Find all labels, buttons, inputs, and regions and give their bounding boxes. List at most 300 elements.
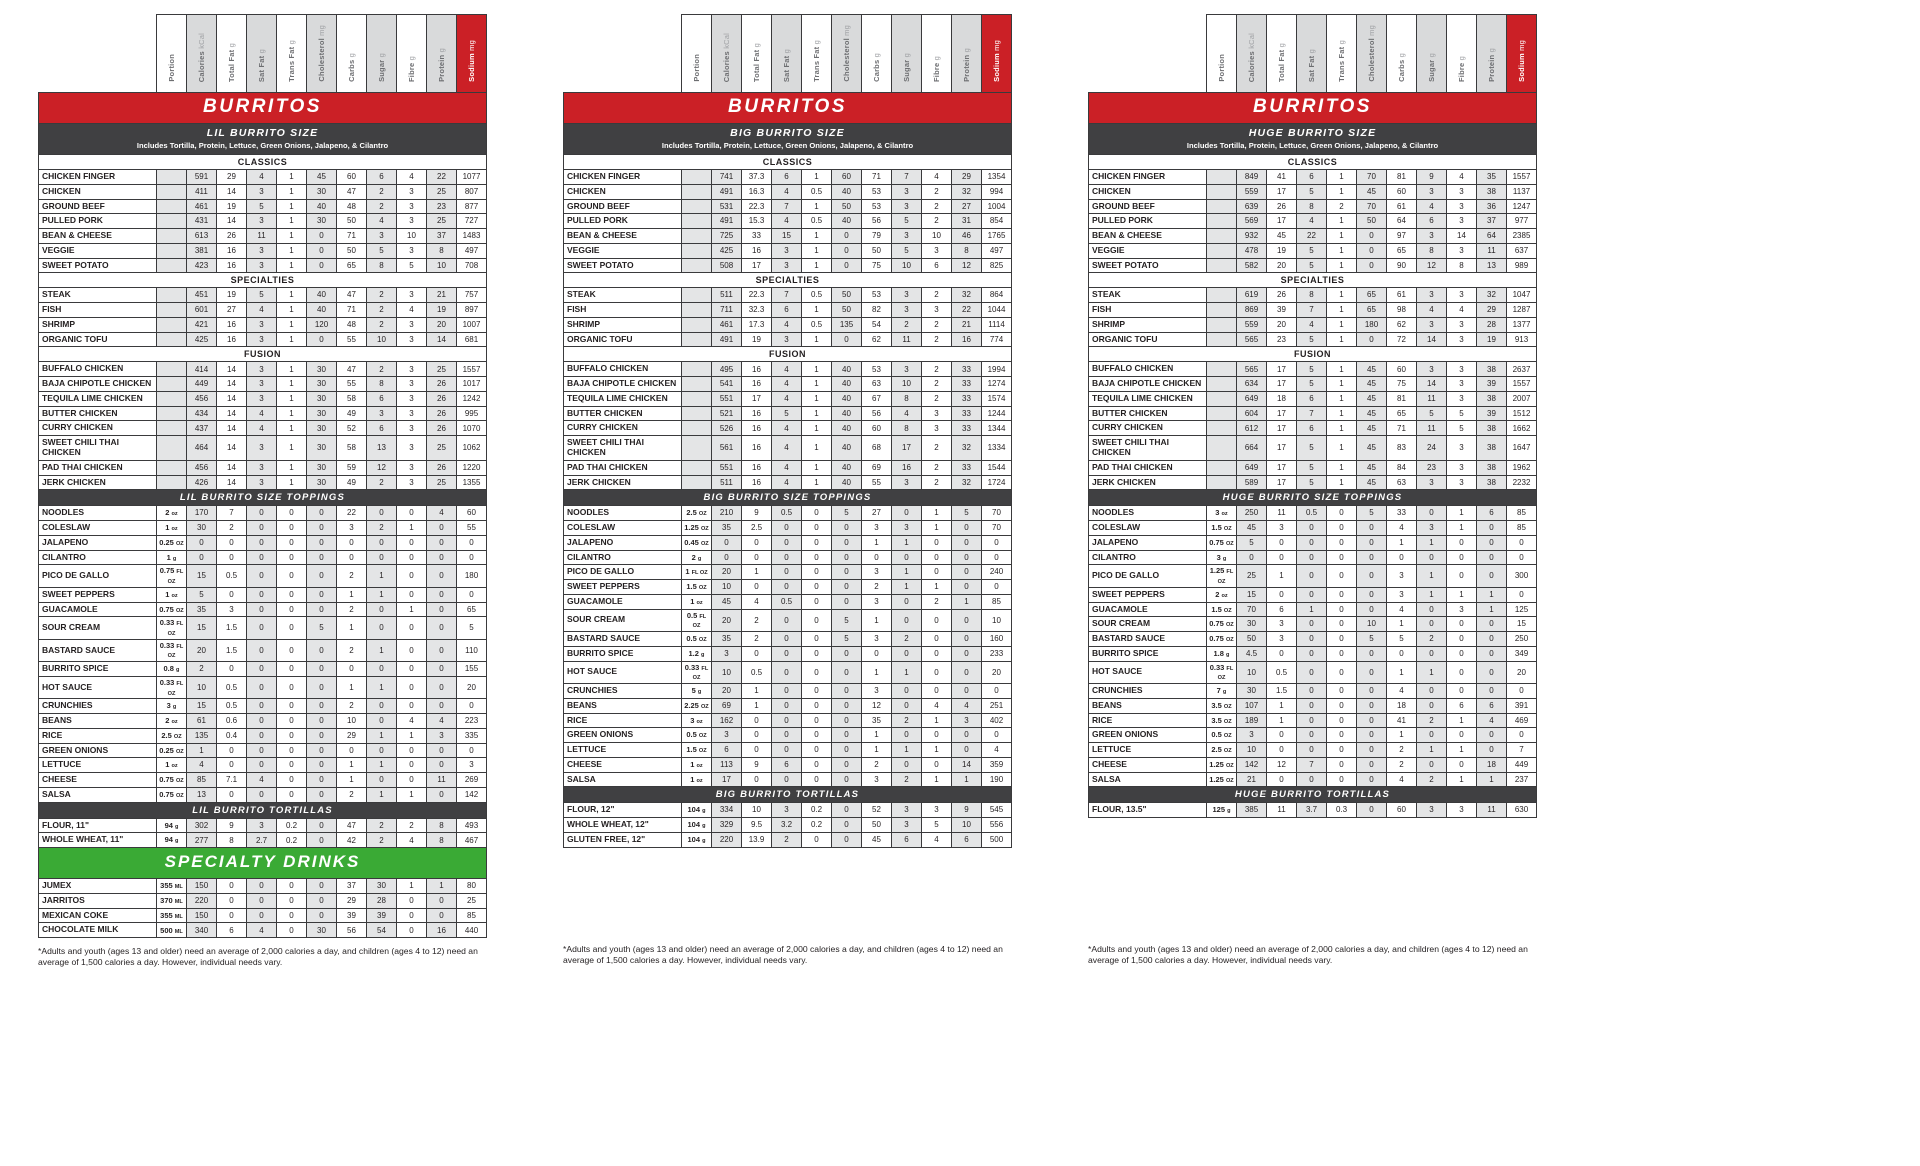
item-name: HOT SAUCE xyxy=(39,676,157,698)
column-header-row xyxy=(564,15,1012,93)
column-header-label: Sugar g xyxy=(1427,53,1436,82)
portion-unit: OZ xyxy=(175,607,184,614)
nutrient-value-sugar: 4 xyxy=(892,406,922,421)
nutrient-value-total-fat: 7.1 xyxy=(217,773,247,788)
column-header-unit: g xyxy=(872,53,881,60)
section-header: FUSION xyxy=(564,347,1012,362)
nutrient-value-trans-fat: 1 xyxy=(277,377,307,392)
nutrient-value-protein: 18 xyxy=(1477,757,1507,772)
nutrient-value-protein: 0 xyxy=(1477,684,1507,699)
portion-amount: 7 xyxy=(1216,686,1221,696)
portion-unit: oz xyxy=(696,599,703,606)
nutrient-value-calories: 10 xyxy=(712,580,742,595)
nutrient-value-cholesterol: 50 xyxy=(1357,214,1387,229)
nutrient-value-cholesterol: 0 xyxy=(1357,587,1387,602)
portion-unit: OZ xyxy=(175,748,184,755)
nutrient-value-total-fat: 0 xyxy=(742,535,772,550)
nutrient-value-sat-fat: 3 xyxy=(772,332,802,347)
item-row xyxy=(39,243,487,258)
nutrient-value-total-fat: 14 xyxy=(217,362,247,377)
nutrient-value-cholesterol: 40 xyxy=(832,460,862,475)
nutrient-value-total-fat: 17 xyxy=(742,258,772,273)
item-name: GLUTEN FREE, 12" xyxy=(564,832,682,847)
nutrient-value-fibre: 4 xyxy=(397,303,427,318)
nutrient-value-trans-fat: 0 xyxy=(1327,602,1357,617)
nutrient-value-carbs: 4 xyxy=(1387,521,1417,536)
item-portion xyxy=(157,362,187,377)
nutrient-value-calories: 511 xyxy=(712,288,742,303)
nutrient-value-calories: 589 xyxy=(1237,475,1267,490)
item-portion xyxy=(682,229,712,244)
portion-amount: 0.75 xyxy=(159,566,175,576)
nutrient-value-sodium: 85 xyxy=(982,594,1012,609)
nutrient-value-sugar: 1 xyxy=(1417,565,1447,587)
item-name: LETTUCE xyxy=(1089,743,1207,758)
nutrient-value-total-fat: 6 xyxy=(1267,602,1297,617)
nutrient-value-calories: 612 xyxy=(1237,421,1267,436)
nutrient-value-fibre: 1 xyxy=(397,879,427,894)
nutrient-value-cholesterol: 0 xyxy=(832,243,862,258)
portion-amount: 1 xyxy=(690,774,695,784)
menu-column-huge xyxy=(1088,14,1536,966)
nutrient-value-carbs: 65 xyxy=(1387,406,1417,421)
item-name: CHEESE xyxy=(1089,757,1207,772)
nutrient-value-cholesterol: 45 xyxy=(1357,436,1387,461)
item-row xyxy=(564,661,1012,683)
nutrient-value-sugar: 8 xyxy=(367,377,397,392)
nutrient-value-carbs: 47 xyxy=(337,362,367,377)
nutrient-value-protein: 0 xyxy=(952,550,982,565)
nutrient-value-sodium: 55 xyxy=(457,521,487,536)
item-row xyxy=(564,521,1012,536)
column-header-unit: g xyxy=(902,53,911,60)
nutrient-value-fibre: 0 xyxy=(397,758,427,773)
banner-row xyxy=(39,848,487,879)
nutrient-value-calories: 20 xyxy=(187,639,217,661)
item-name: CILANTRO xyxy=(1089,550,1207,565)
item-portion xyxy=(1207,377,1237,392)
nutrient-value-protein: 32 xyxy=(952,436,982,461)
nutrient-value-calories: 491 xyxy=(712,214,742,229)
item-row xyxy=(564,743,1012,758)
item-name: VEGGIE xyxy=(564,243,682,258)
nutrient-value-sugar: 1 xyxy=(1417,661,1447,683)
banner-row xyxy=(39,347,487,362)
nutrient-value-carbs: 1 xyxy=(337,758,367,773)
nutrient-value-trans-fat: 0 xyxy=(802,646,832,661)
nutrient-value-protein: 8 xyxy=(952,243,982,258)
nutrient-value-fibre: 4 xyxy=(922,832,952,847)
nutrient-value-sodium: 897 xyxy=(457,303,487,318)
item-row xyxy=(1089,646,1537,661)
nutrient-value-cholesterol: 70 xyxy=(1357,199,1387,214)
table-corner xyxy=(1089,15,1207,93)
nutrient-value-cholesterol: 0 xyxy=(1357,772,1387,787)
nutrient-value-sugar: 5 xyxy=(1417,406,1447,421)
nutrient-value-total-fat: 29 xyxy=(217,170,247,185)
nutrient-value-sat-fat: 4 xyxy=(772,214,802,229)
nutrient-value-fibre: 3 xyxy=(922,243,952,258)
nutrient-value-sat-fat: 3 xyxy=(247,460,277,475)
item-name: PAD THAI CHICKEN xyxy=(1089,460,1207,475)
portion-amount: 5 xyxy=(691,686,696,696)
nutrient-value-calories: 381 xyxy=(187,243,217,258)
nutrient-value-total-fat: 0 xyxy=(217,787,247,802)
item-row xyxy=(39,229,487,244)
nutrient-value-sat-fat: 0 xyxy=(772,743,802,758)
nutrient-value-cholesterol: 5 xyxy=(1357,632,1387,647)
nutrient-value-fibre: 3 xyxy=(397,460,427,475)
nutrient-value-trans-fat: 0 xyxy=(277,879,307,894)
size-banner-subtitle: Includes Tortilla, Protein, Lettuce, Green Onions, Jalapeno, & Cilantro xyxy=(1186,141,1439,150)
nutrient-value-calories: 210 xyxy=(712,506,742,521)
nutrient-value-sat-fat: 15 xyxy=(772,229,802,244)
nutrient-value-total-fat: 1.5 xyxy=(217,639,247,661)
nutrient-value-fibre: 10 xyxy=(922,229,952,244)
nutrient-value-sat-fat: 0 xyxy=(247,521,277,536)
item-row xyxy=(39,662,487,677)
item-row xyxy=(564,229,1012,244)
portion-unit: g xyxy=(172,704,177,711)
nutrient-value-carbs: 62 xyxy=(1387,317,1417,332)
nutrient-value-total-fat: 14 xyxy=(217,184,247,199)
nutrient-value-sugar: 2 xyxy=(367,288,397,303)
nutrient-value-protein: 38 xyxy=(1477,362,1507,377)
nutrient-value-sugar: 8 xyxy=(1417,243,1447,258)
nutrient-value-cholesterol: 0 xyxy=(307,639,337,661)
nutrient-value-total-fat: 0 xyxy=(1267,772,1297,787)
nutrient-value-cholesterol: 0 xyxy=(307,332,337,347)
portion-unit: oz xyxy=(171,511,178,518)
nutrient-value-sat-fat: 0 xyxy=(247,676,277,698)
nutrient-value-cholesterol: 0 xyxy=(832,535,862,550)
nutrient-value-trans-fat: 0 xyxy=(277,565,307,587)
nutrient-value-calories: 277 xyxy=(187,833,217,848)
item-portion xyxy=(682,436,712,461)
nutrient-value-sugar: 0 xyxy=(1417,684,1447,699)
portion-amount: 3 xyxy=(1216,552,1221,562)
column-header-unit: g xyxy=(287,40,296,47)
item-portion xyxy=(682,661,712,683)
nutrient-value-trans-fat: 1 xyxy=(1327,170,1357,185)
nutrient-value-sat-fat: 4 xyxy=(772,317,802,332)
nutrient-value-sat-fat: 5 xyxy=(1297,258,1327,273)
nutrient-value-cholesterol: 50 xyxy=(832,288,862,303)
nutrient-value-sat-fat: 6 xyxy=(772,303,802,318)
column-header-protein xyxy=(427,15,457,93)
item-row xyxy=(1089,243,1537,258)
nutrient-value-carbs: 2 xyxy=(1387,743,1417,758)
size-banner xyxy=(564,124,1012,155)
item-row xyxy=(564,535,1012,550)
nutrient-value-carbs: 75 xyxy=(1387,377,1417,392)
item-portion xyxy=(682,818,712,833)
nutrient-value-protein: 0 xyxy=(427,617,457,639)
nutrient-value-sodium: 497 xyxy=(457,243,487,258)
nutrient-value-sodium: 110 xyxy=(457,639,487,661)
portion-unit: FL OZ xyxy=(167,621,184,638)
nutrient-value-sodium: 1962 xyxy=(1507,460,1537,475)
nutrient-value-calories: 434 xyxy=(187,406,217,421)
column-header-label: Total Fat g xyxy=(227,42,236,82)
nutrient-value-sodium: 0 xyxy=(1507,535,1537,550)
nutrient-value-sat-fat: 0 xyxy=(772,550,802,565)
item-row xyxy=(1089,303,1537,318)
nutrient-value-carbs: 65 xyxy=(337,258,367,273)
nutrient-value-fibre: 3 xyxy=(922,406,952,421)
portion-unit: OZ xyxy=(1225,637,1234,644)
nutrient-value-trans-fat: 1 xyxy=(1327,421,1357,436)
nutrient-value-sugar: 2 xyxy=(1417,713,1447,728)
item-name: SWEET CHILI THAI CHICKEN xyxy=(39,436,157,461)
nutrient-value-calories: 250 xyxy=(1237,506,1267,521)
column-header-label: Trans Fat g xyxy=(287,40,296,82)
nutrient-value-protein: 12 xyxy=(952,258,982,273)
item-row xyxy=(564,170,1012,185)
nutrient-value-trans-fat: 0 xyxy=(802,743,832,758)
nutrient-value-sat-fat: 5 xyxy=(1297,362,1327,377)
item-name: SWEET PEPPERS xyxy=(39,587,157,602)
nutrient-value-sat-fat: 3 xyxy=(247,184,277,199)
nutrient-value-carbs: 3 xyxy=(862,594,892,609)
item-portion xyxy=(682,475,712,490)
nutrient-value-cholesterol: 45 xyxy=(307,170,337,185)
menu-column-lil xyxy=(38,14,486,966)
item-portion xyxy=(682,214,712,229)
nutrient-value-calories: 569 xyxy=(1237,214,1267,229)
portion-unit: OZ xyxy=(698,748,707,755)
item-portion xyxy=(682,632,712,647)
nutrient-value-sugar: 0 xyxy=(892,684,922,699)
nutrient-value-calories: 15 xyxy=(187,617,217,639)
nutrient-value-sugar: 1 xyxy=(367,587,397,602)
nutrient-value-protein: 16 xyxy=(427,923,457,938)
item-name: GROUND BEEF xyxy=(564,199,682,214)
nutrient-value-cholesterol: 5 xyxy=(1357,506,1387,521)
item-name: NOODLES xyxy=(564,506,682,521)
nutrient-value-cholesterol: 0 xyxy=(1357,602,1387,617)
nutrient-value-calories: 70 xyxy=(1237,602,1267,617)
column-header-cholesterol xyxy=(307,15,337,93)
nutrient-value-trans-fat: 1 xyxy=(1327,288,1357,303)
nutrient-value-trans-fat: 1 xyxy=(277,391,307,406)
item-name: BASTARD SAUCE xyxy=(564,632,682,647)
nutrient-value-calories: 491 xyxy=(712,184,742,199)
nutrient-value-sugar: 12 xyxy=(1417,258,1447,273)
nutrient-value-calories: 35 xyxy=(712,632,742,647)
nutrient-value-carbs: 1 xyxy=(862,609,892,631)
nutrient-value-fibre: 5 xyxy=(397,258,427,273)
nutrient-value-sodium: 1662 xyxy=(1507,421,1537,436)
nutrient-value-sodium: 155 xyxy=(457,662,487,677)
item-row xyxy=(564,713,1012,728)
column-header-total-fat xyxy=(742,15,772,93)
nutrient-value-fibre: 3 xyxy=(1447,332,1477,347)
nutrient-value-trans-fat: 0.2 xyxy=(802,803,832,818)
nutrient-value-sugar: 11 xyxy=(892,332,922,347)
column-header-label: Cholesterol mg xyxy=(842,25,851,82)
nutrient-value-sodium: 349 xyxy=(1507,646,1537,661)
nutrient-value-fibre: 0 xyxy=(397,699,427,714)
item-portion xyxy=(157,535,187,550)
item-portion xyxy=(157,908,187,923)
nutrient-value-cholesterol: 0 xyxy=(832,646,862,661)
column-header-sugar xyxy=(1417,15,1447,93)
column-header-unit: g xyxy=(962,48,971,55)
size-banner-title: BIG BURRITO SIZE xyxy=(730,127,845,139)
nutrient-value-calories: 302 xyxy=(187,818,217,833)
item-row xyxy=(39,421,487,436)
nutrient-value-trans-fat: 0 xyxy=(277,662,307,677)
portion-unit: OZ xyxy=(700,526,709,533)
section-header: CLASSICS xyxy=(564,155,1012,170)
nutrient-value-total-fat: 0.6 xyxy=(217,714,247,729)
nutrient-value-fibre: 0 xyxy=(397,587,427,602)
nutrient-value-trans-fat: 1 xyxy=(802,170,832,185)
portion-amount: 0.5 xyxy=(686,610,698,620)
item-portion xyxy=(157,639,187,661)
nutrient-value-protein: 14 xyxy=(427,332,457,347)
nutrient-value-carbs: 71 xyxy=(1387,421,1417,436)
column-header-label: Sodium mg xyxy=(467,40,476,82)
nutrient-value-protein: 25 xyxy=(427,436,457,461)
nutrient-value-fibre: 0 xyxy=(1447,684,1477,699)
item-portion xyxy=(157,728,187,743)
item-row xyxy=(39,787,487,802)
nutrient-value-sat-fat: 0 xyxy=(247,879,277,894)
nutrient-value-calories: 25 xyxy=(1237,565,1267,587)
column-header-label: Calories kCal xyxy=(197,32,206,82)
nutrient-value-protein: 26 xyxy=(427,377,457,392)
nutrient-value-protein: 20 xyxy=(427,317,457,332)
nutrient-value-calories: 495 xyxy=(712,362,742,377)
item-portion xyxy=(682,580,712,595)
nutrient-value-sodium: 1044 xyxy=(982,303,1012,318)
item-portion xyxy=(1207,602,1237,617)
item-portion xyxy=(157,288,187,303)
column-header-label: Fibre g xyxy=(1457,56,1466,82)
portion-unit: g xyxy=(176,667,180,674)
nutrient-value-fibre: 0 xyxy=(397,535,427,550)
item-row xyxy=(1089,170,1537,185)
portion-unit: oz xyxy=(1221,592,1228,599)
nutrient-value-sat-fat: 0 xyxy=(1297,743,1327,758)
nutrient-value-sat-fat: 4 xyxy=(772,460,802,475)
nutrient-value-trans-fat: 0 xyxy=(802,594,832,609)
nutrient-value-total-fat: 17.3 xyxy=(742,317,772,332)
nutrient-value-protein: 33 xyxy=(952,460,982,475)
nutrient-value-trans-fat: 0 xyxy=(802,728,832,743)
nutrient-value-sodium: 825 xyxy=(982,258,1012,273)
nutrient-value-cholesterol: 65 xyxy=(1357,288,1387,303)
column-header-unit: g xyxy=(1427,53,1436,60)
portion-unit: FL OZ xyxy=(167,643,184,660)
portion-amount: 0.75 xyxy=(1209,619,1224,629)
nutrient-value-sodium: 556 xyxy=(982,818,1012,833)
item-row xyxy=(39,587,487,602)
item-name: BEAN & CHEESE xyxy=(564,229,682,244)
banner-row xyxy=(564,155,1012,170)
nutrient-value-total-fat: 4 xyxy=(742,594,772,609)
portion-amount: 104 xyxy=(687,805,700,815)
nutrient-value-trans-fat: 0 xyxy=(277,587,307,602)
nutrient-value-cholesterol: 0 xyxy=(1357,803,1387,818)
item-row xyxy=(1089,684,1537,699)
nutrient-value-trans-fat: 1 xyxy=(1327,332,1357,347)
item-name: SALSA xyxy=(1089,772,1207,787)
nutrient-value-protein: 23 xyxy=(427,199,457,214)
nutrient-value-total-fat: 27 xyxy=(217,303,247,318)
column-header-fibre xyxy=(397,15,427,93)
portion-unit: ML xyxy=(174,884,183,891)
nutrient-value-sugar: 0 xyxy=(367,550,397,565)
column-header-unit: g xyxy=(407,56,416,63)
portion-amount: 1.25 xyxy=(1209,774,1224,784)
item-name: BEANS xyxy=(1089,698,1207,713)
nutrient-value-total-fat: 1.5 xyxy=(217,617,247,639)
column-header-carbs xyxy=(337,15,367,93)
nutrient-value-sat-fat: 7 xyxy=(772,288,802,303)
nutrient-value-sugar: 7 xyxy=(892,170,922,185)
nutrient-value-sat-fat: 4 xyxy=(772,377,802,392)
nutrient-value-trans-fat: 1 xyxy=(802,332,832,347)
nutrient-value-protein: 0 xyxy=(427,699,457,714)
nutrient-value-carbs: 3 xyxy=(862,565,892,580)
nutrient-value-calories: 932 xyxy=(1237,229,1267,244)
portion-unit: OZ xyxy=(175,778,184,785)
item-portion xyxy=(682,184,712,199)
nutrient-value-sat-fat: 0.5 xyxy=(772,506,802,521)
item-name: JERK CHICKEN xyxy=(1089,475,1207,490)
item-portion xyxy=(682,832,712,847)
nutrient-value-carbs: 56 xyxy=(337,923,367,938)
nutrient-value-sugar: 3 xyxy=(1417,184,1447,199)
nutrient-value-sugar: 3 xyxy=(892,229,922,244)
nutrient-value-sodium: 2637 xyxy=(1507,362,1537,377)
nutrient-value-total-fat: 11 xyxy=(1267,506,1297,521)
nutrient-value-calories: 50 xyxy=(1237,632,1267,647)
nutrient-value-calories: 521 xyxy=(712,406,742,421)
item-name: STEAK xyxy=(1089,288,1207,303)
nutrient-value-carbs: 3 xyxy=(1387,565,1417,587)
portion-unit: OZ xyxy=(175,792,184,799)
nutrient-value-total-fat: 0.4 xyxy=(217,728,247,743)
nutrient-value-carbs: 75 xyxy=(862,258,892,273)
column-header-label: Trans Fat g xyxy=(1337,40,1346,82)
nutrient-value-cholesterol: 50 xyxy=(832,199,862,214)
item-row xyxy=(1089,632,1537,647)
item-portion xyxy=(157,436,187,461)
nutrient-value-sugar: 2 xyxy=(367,818,397,833)
nutrient-value-total-fat: 7 xyxy=(217,506,247,521)
nutrient-value-total-fat: 0.5 xyxy=(1267,661,1297,683)
nutrient-value-calories: 30 xyxy=(187,521,217,536)
nutrient-value-carbs: 61 xyxy=(1387,288,1417,303)
nutrient-value-calories: 35 xyxy=(712,521,742,536)
nutrient-value-cholesterol: 40 xyxy=(307,288,337,303)
nutrient-value-protein: 38 xyxy=(1477,475,1507,490)
portion-unit: OZ xyxy=(175,540,184,547)
nutrient-value-sat-fat: 0 xyxy=(247,743,277,758)
nutrient-value-total-fat: 20 xyxy=(1267,258,1297,273)
menu-table-host-big xyxy=(563,14,1011,848)
nutrient-value-total-fat: 14 xyxy=(217,214,247,229)
portion-unit: oz xyxy=(171,763,178,770)
item-row xyxy=(564,317,1012,332)
nutrient-value-calories: 45 xyxy=(1237,521,1267,536)
nutrient-value-sodium: 1557 xyxy=(457,362,487,377)
item-name: NOODLES xyxy=(39,506,157,521)
